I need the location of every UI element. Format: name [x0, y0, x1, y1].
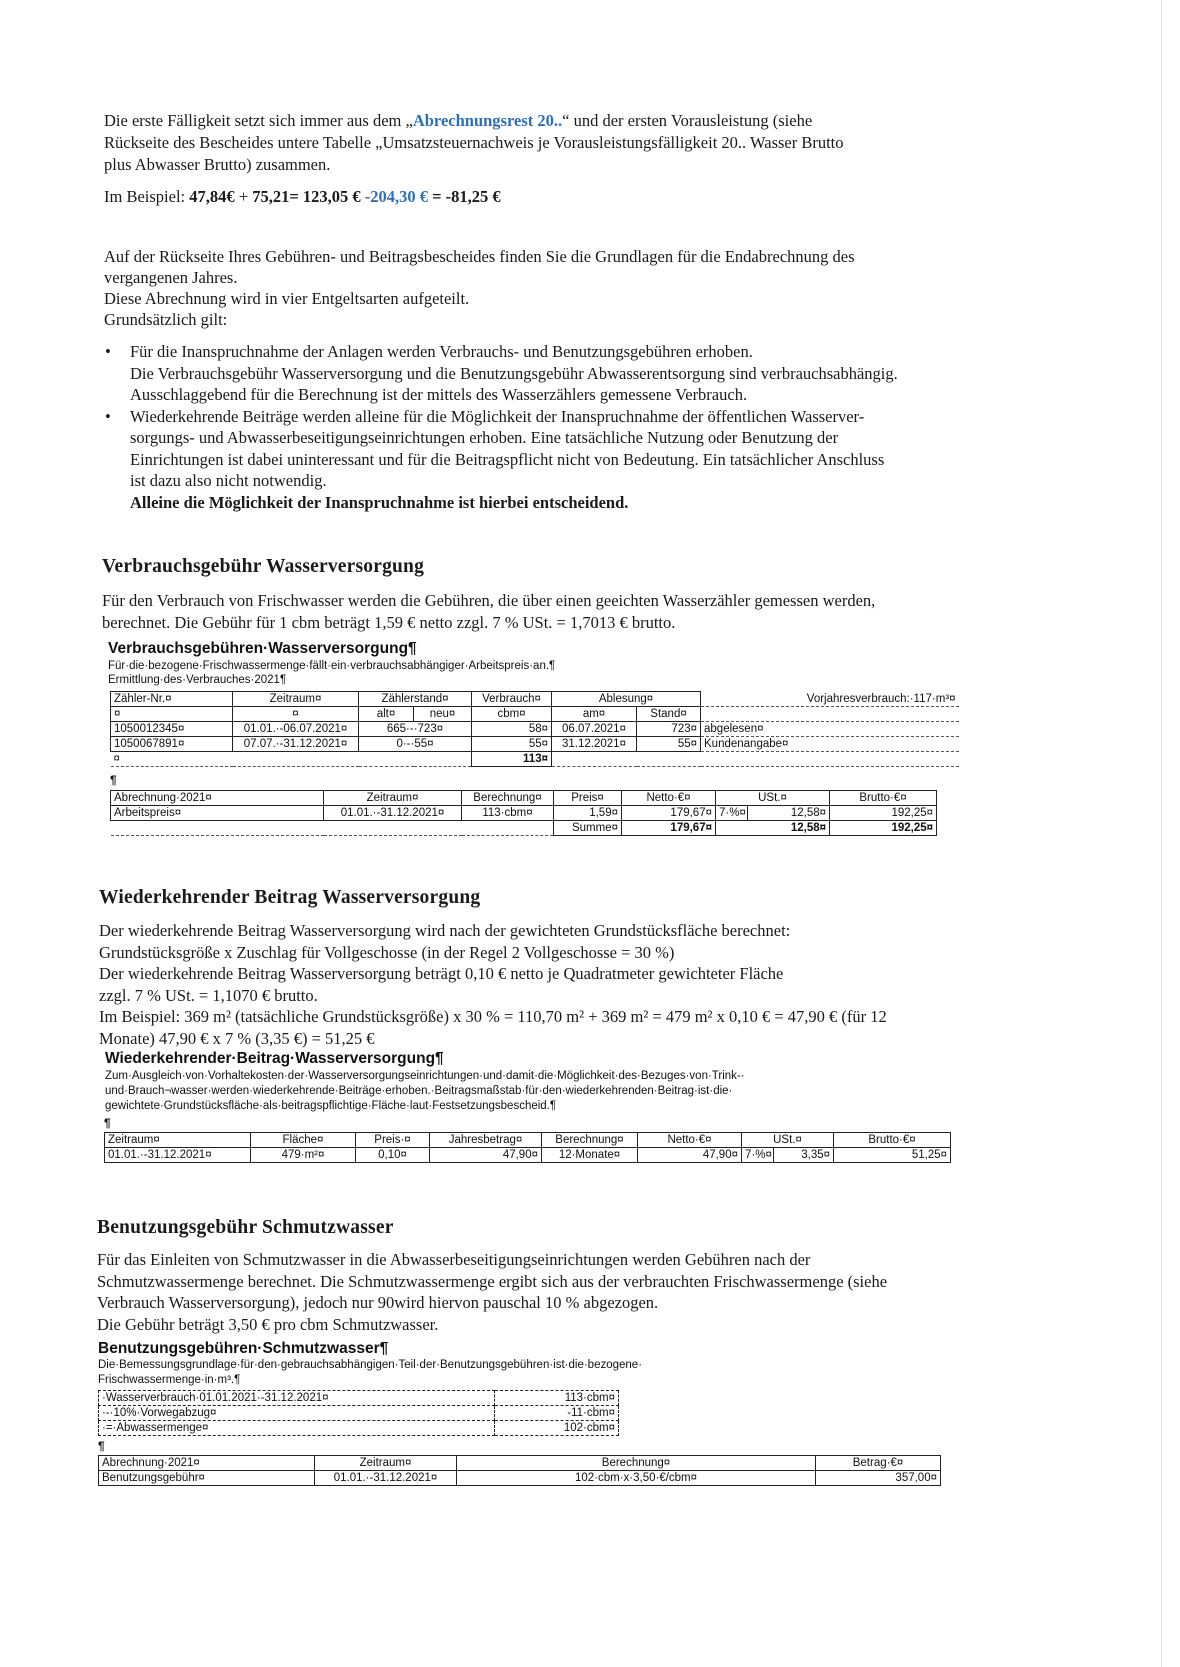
table-row — [111, 737, 959, 752]
basics-line-1: Auf der Rückseite Ihres Gebühren- und Beitragsbescheides finden Sie die Grundlagen für die Endabrechnung des — [104, 247, 855, 266]
col-subheader: neu¤ — [414, 707, 472, 722]
table-row — [111, 791, 937, 806]
table-cell: ·-·10%·Vorwegabzug¤ — [99, 1406, 495, 1421]
table-title-beitrag: Wiederkehrender·Beitrag·Wasserversorgung¶ — [105, 1050, 444, 1067]
pilcrow-mark: ¶ — [98, 1439, 105, 1453]
col-header: Berechnung¤ — [542, 1133, 638, 1148]
bullet-text: • Wiederkehrende Beiträge werden alleine für die Möglichkeit der Inanspruchnahme der öffentlichen Wasserver- — [130, 406, 865, 426]
col-header: Brutto·€¤ — [830, 791, 937, 806]
billing-table-beitrag — [104, 1132, 951, 1163]
sec1-text-1: Für den Verbrauch von Frischwasser werden die Gebühren, die über einen geeichten Wasserzähler gemessen werden, — [102, 591, 876, 610]
basics-line-2: vergangenen Jahres. — [104, 268, 238, 287]
col-header: Berechnung¤ — [462, 791, 554, 806]
table-cell: 7·%¤ — [716, 806, 748, 821]
basics-line-3: Diese Abrechnung wird in vier Entgeltsarten aufgeteilt. — [104, 289, 470, 308]
table-cell: 357,00¤ — [816, 1471, 941, 1486]
sum-label: Summe¤ — [554, 821, 622, 836]
table-cell: 01.01.·-31.12.2021¤ — [315, 1471, 457, 1486]
intro-highlight: Abrechnungsrest 20.. — [412, 111, 563, 130]
example-text: Im Beispiel: — [104, 187, 190, 206]
section-heading-schmutzwasser: Benutzungsgebühr Schmutzwasser — [97, 1217, 394, 1238]
table-row — [99, 1421, 619, 1436]
intro-text: Die erste Fälligkeit setzt sich immer aus dem „ — [104, 111, 413, 130]
table-cell: ¤ — [233, 707, 359, 722]
table-title-verbrauch: Verbrauchsgebühren·Wasserversorgung¶ — [108, 640, 417, 657]
sum-netto: 179,67¤ — [622, 821, 716, 836]
sec2-text-1: Der wiederkehrende Beitrag Wasserversorgung wird nach der gewichteten Grundstücksfläche berechnet: — [99, 921, 791, 940]
bullet-text: Ausschlaggebend für die Berechnung ist der mittels des Wasserzählers gemessene Verbrauch. — [130, 385, 748, 404]
sum-brutto: 192,25¤ — [830, 821, 937, 836]
col-header: USt.¤ — [742, 1133, 834, 1148]
col-header: Jahresbetrag¤ — [430, 1133, 542, 1148]
sec2-text-6: Monate) 47,90 € x 7 % (3,35 €) = 51,25 € — [99, 1029, 375, 1048]
example-value: 75,21= 123,05 € — [252, 187, 361, 206]
table-cell: Benutzungsgebühr¤ — [99, 1471, 315, 1486]
basics-line-4: Grundsätzlich gilt: — [104, 310, 228, 329]
example-value-highlight: -204,30 € — [360, 187, 428, 206]
bullet-emphasis: Alleine die Möglichkeit der Inanspruchnahme ist hierbei entscheidend. — [130, 492, 629, 512]
sec3-text-2: Schmutzwassermenge berechnet. Die Schmutzwassermenge ergibt sich aus der verbrauchten Frischwassermenge (siehe — [97, 1272, 888, 1291]
bullet-text: sorgungs- und Abwasserbeseitigungseinrichtungen erhoben. Eine tatsächliche Nutzung oder Benutzung der — [130, 428, 839, 447]
sec2-text-2: Grundstücksgröße x Zuschlag für Vollgeschosse (in der Regel 2 Vollgeschosse = 30 %) — [99, 943, 675, 962]
col-header: Abrechnung·2021¤ — [111, 791, 324, 806]
table-cell: 479·m²¤ — [251, 1148, 356, 1163]
intro-line-2: Rückseite des Bescheides untere Tabelle „Umsatzsteuernachweis je Vorausleistungsfälligkeit 20.. Wasser Brutto — [104, 133, 844, 152]
col-header: Zeitraum¤ — [233, 692, 359, 707]
section-heading-beitrag: Wiederkehrender Beitrag Wasserversorgung — [99, 887, 481, 908]
table-cell: ·Wasserverbrauch·01.01.2021·-31.12.2021¤ — [99, 1391, 495, 1406]
table-row — [111, 806, 937, 821]
table-cell — [111, 821, 554, 836]
basics-bullet-list — [102, 341, 898, 513]
table-cell: 113·cbm¤ — [495, 1391, 619, 1406]
table-cell: 51,25¤ — [834, 1148, 951, 1163]
example-value: 47,84€ — [189, 187, 235, 206]
meter-number: 1050012345¤ — [111, 722, 233, 737]
col-header: Netto·€¤ — [638, 1133, 742, 1148]
section-heading-verbrauch: Verbrauchsgebühr Wasserversorgung — [102, 556, 425, 577]
example-text: + — [234, 187, 253, 206]
table-subtitle: Für·die·bezogene·Frischwassermenge·fällt·ein·verbrauchsabhängiger·Arbeitspreis·an.¶ — [108, 660, 556, 672]
col-subheader: cbm¤ — [472, 707, 552, 722]
table-cell: 102·cbm¤ — [495, 1421, 619, 1436]
table-cell: ¤ — [111, 752, 472, 767]
table-cell: 723¤ — [637, 722, 701, 737]
table-cell: 01.01.·-31.12.2021¤ — [105, 1148, 251, 1163]
example-value: = -81,25 € — [427, 187, 501, 206]
table-cell: 1,59¤ — [554, 806, 622, 821]
table-cell: 31.12.2021¤ — [552, 737, 637, 752]
table-row — [111, 752, 959, 767]
col-header: Zeitraum¤ — [105, 1133, 251, 1148]
previous-year-consumption: Vorjahresverbrauch:·117·m³¤ — [701, 692, 959, 707]
bullet-text: ist dazu also nicht notwendig. — [130, 471, 327, 490]
col-header: Verbrauch¤ — [472, 692, 552, 707]
intro-line-1 — [104, 110, 812, 132]
bullet-text: • Für die Inanspruchnahme der Anlagen werden Verbrauchs- und Benutzungsgebühren erhoben. — [130, 342, 753, 361]
table-row — [99, 1471, 941, 1486]
table-subtitle: und·Brauch¬wasser·werden·wiederkehrende·Beiträge·erhoben.·Beitragsmaßstab·für·den·wiederkehrenden·Beitrag·ist·die· — [105, 1085, 733, 1097]
meter-reading-table — [110, 691, 959, 767]
table-cell: 102·cbm·x·3,50·€/cbm¤ — [457, 1471, 816, 1486]
pilcrow-mark: ¶ — [104, 1116, 111, 1130]
col-subheader: Stand¤ — [637, 707, 701, 722]
table-subtitle: Frischwassermenge·in·m³.¶ — [98, 1374, 241, 1386]
table-row — [105, 1133, 951, 1148]
wastewater-volume-table — [98, 1390, 619, 1436]
bullet-text: Einrichtungen ist dabei uninteressant und für die Beitragspflicht nicht von Bedeutung. Ein tatsächlicher Anschluss — [130, 449, 885, 469]
table-cell: 07.07.·-31.12.2021¤ — [233, 737, 359, 752]
sec3-text-1: Für das Einleiten von Schmutzwasser in die Abwasserbeseitigungseinrichtungen werden Gebühren nach der — [97, 1250, 811, 1269]
col-header: Ablesung¤ — [552, 692, 701, 707]
table-cell — [701, 707, 959, 722]
table-cell: 47,90¤ — [638, 1148, 742, 1163]
col-header: Abrechnung·2021¤ — [99, 1456, 315, 1471]
table-cell: 58¤ — [472, 722, 552, 737]
table-row — [111, 692, 959, 707]
col-header: USt.¤ — [716, 791, 830, 806]
table-row — [99, 1456, 941, 1471]
table-subtitle: Die·Bemessungsgrundlage·für·den·gebrauchsabhängigen·Teil·der·Benutzungsgebühren·ist·die·bezogene· — [98, 1359, 643, 1371]
table-row — [111, 821, 937, 836]
table-cell: ¤ — [111, 707, 233, 722]
table-subtitle: Ermittlung·des·Verbrauches·2021¶ — [108, 674, 287, 686]
col-header: Zeitraum¤ — [324, 791, 462, 806]
table-subtitle: Zum·Ausgleich·von·Vorhaltekosten·der·Wasserversorgungseinrichtungen·und·damit·die·Möglichkeit·des·Bezuges·von·Trink-· — [105, 1070, 745, 1082]
sec3-text-4: Die Gebühr beträgt 3,50 € pro cbm Schmutzwasser. — [97, 1315, 439, 1334]
col-header: Preis·¤ — [356, 1133, 430, 1148]
table-cell — [552, 752, 959, 767]
table-cell: 55¤ — [472, 737, 552, 752]
bullet-item — [102, 406, 898, 514]
table-cell: 12·Monate¤ — [542, 1148, 638, 1163]
table-cell: 01.01.·-06.07.2021¤ — [233, 722, 359, 737]
table-cell: 192,25¤ — [830, 806, 937, 821]
table-row — [111, 707, 959, 722]
table-row — [99, 1391, 619, 1406]
table-cell: Arbeitspreis¤ — [111, 806, 324, 821]
billing-table-verbrauch — [110, 790, 937, 836]
sec2-text-5: Im Beispiel: 369 m² (tatsächliche Grundstücksgröße) x 30 % = 110,70 m² + 369 m² = 479 m² x 0,10 € = 47,90 € (für 12 — [99, 1007, 887, 1026]
col-header: Preis¤ — [554, 791, 622, 806]
col-header: Zählerstand¤ — [359, 692, 472, 707]
table-cell: 7·%¤ — [742, 1148, 774, 1163]
col-subheader: am¤ — [552, 707, 637, 722]
bullet-text: Die Verbrauchsgebühr Wasserversorgung und die Benutzungsgebühr Abwasserentsorgung sind verbrauchsabhängig. — [130, 363, 898, 383]
intro-example — [104, 186, 501, 208]
table-cell: 179,67¤ — [622, 806, 716, 821]
table-subtitle: gewichtete·Grundstücksfläche·als·beitragspflichtige·Fläche·laut·Festsetzungsbescheid.¶ — [105, 1100, 557, 1112]
table-row — [111, 722, 959, 737]
table-title-schmutzwasser: Benutzungsgebühren·Schmutzwasser¶ — [98, 1340, 389, 1357]
sec1-text-2: berechnet. Die Gebühr für 1 cbm beträgt 1,59 € netto zzgl. 7 % USt. = 1,7013 € brutto. — [102, 613, 676, 632]
col-header: Fläche¤ — [251, 1133, 356, 1148]
table-cell: -11·cbm¤ — [495, 1406, 619, 1421]
pilcrow-mark: ¶ — [110, 773, 117, 787]
bullet-item — [102, 341, 898, 406]
sum-ust: 12,58¤ — [716, 821, 830, 836]
table-cell: 06.07.2021¤ — [552, 722, 637, 737]
col-header: Betrag·€¤ — [816, 1456, 941, 1471]
table-cell: 12,58¤ — [748, 806, 830, 821]
total-consumption: 113¤ — [472, 752, 552, 767]
page-edge — [1161, 0, 1162, 1667]
table-cell: ·=·Abwassermenge¤ — [99, 1421, 495, 1436]
table-cell: 47,90¤ — [430, 1148, 542, 1163]
table-cell: abgelesen¤ — [701, 722, 959, 737]
table-cell: 113·cbm¤ — [462, 806, 554, 821]
table-row — [99, 1406, 619, 1421]
intro-text: “ und der ersten Vorausleistung (siehe — [562, 111, 813, 130]
meter-number: 1050067891¤ — [111, 737, 233, 752]
table-cell: 3,35¤ — [774, 1148, 834, 1163]
col-header: Berechnung¤ — [457, 1456, 816, 1471]
table-cell: 55¤ — [637, 737, 701, 752]
table-cell: Kundenangabe¤ — [701, 737, 959, 752]
intro-line-3: plus Abwasser Brutto) zusammen. — [104, 155, 331, 174]
table-cell: 0·-·55¤ — [359, 737, 472, 752]
col-header: Brutto·€¤ — [834, 1133, 951, 1148]
col-header: Zähler-Nr.¤ — [111, 692, 233, 707]
col-header: Netto·€¤ — [622, 791, 716, 806]
sec3-text-3: Verbrauch Wasserversorgung), jedoch nur 90wird hiervon pauschal 10 % abgezogen. — [97, 1293, 659, 1312]
table-cell: 0,10¤ — [356, 1148, 430, 1163]
table-cell: 665·-·723¤ — [359, 722, 472, 737]
sec2-text-4: zzgl. 7 % USt. = 1,1070 € brutto. — [99, 986, 318, 1005]
billing-table-schmutzwasser — [98, 1455, 941, 1486]
table-row — [105, 1148, 951, 1163]
col-header: Zeitraum¤ — [315, 1456, 457, 1471]
table-cell: 01.01.·-31.12.2021¤ — [324, 806, 462, 821]
col-subheader: alt¤ — [359, 707, 414, 722]
sec2-text-3: Der wiederkehrende Beitrag Wasserversorgung beträgt 0,10 € netto je Quadratmeter gewichteter Fläche — [99, 964, 784, 983]
